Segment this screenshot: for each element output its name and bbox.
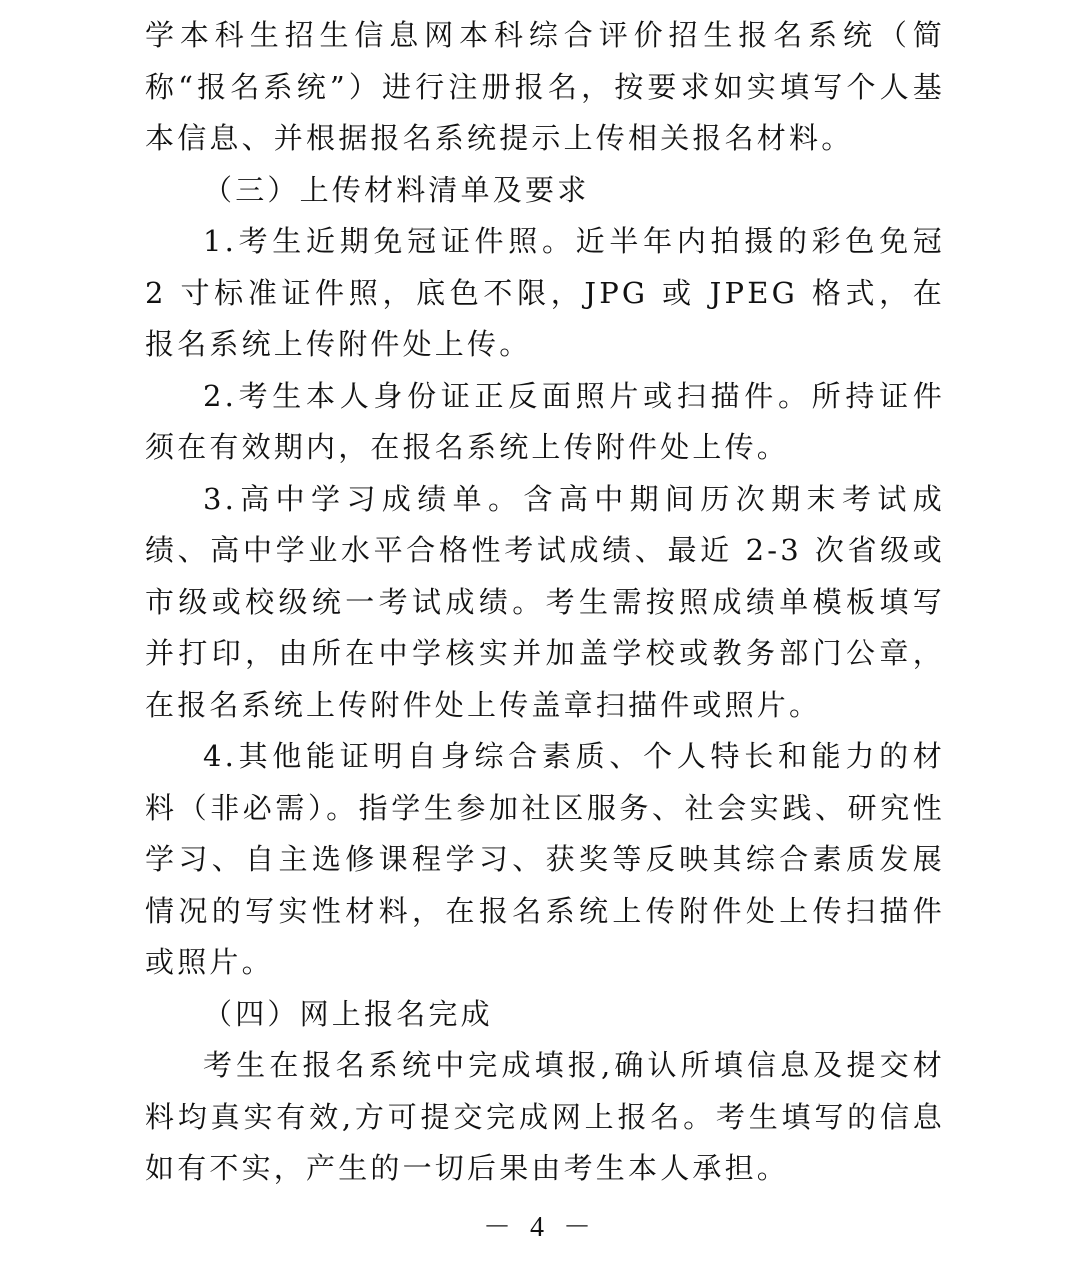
section-heading-registration-complete: （四）网上报名完成 [203,996,493,1031]
paragraph-item-4-other-materials: 4.其他能证明自身综合素质、个人特长和能力的材料（非必需）。指学生参加社区服务、社会实践、研究性学习、自主选修课程学习、获奖等反映其综合素质发展情况的写实性材料，在报名系统上传附件处上传扫描件或照片。 [145,739,945,979]
paragraph-registration-continued: 学本科生招生信息网本科综合评价招生报名系统（简称“报名系统”）进行注册报名，按要求如实填写个人基本信息、并根据报名系统提示上传相关报名材料。 [145,18,945,155]
document-body [145,10,945,1195]
page-number: － 4 － [482,1212,597,1243]
paragraph-item-3-transcript: 3.高中学习成绩单。含高中期间历次期末考试成绩、高中学业水平合格性考试成绩、最近 2-3 次省级或市级或校级统一考试成绩。考生需按照成绩单模板填写并打印，由所在中学核实并加盖学校或教务部门公章，在报名系统上传附件处上传盖章扫描件或照片。 [145,481,945,722]
paragraph-item-1-photo: 1.考生近期免冠证件照。近半年内拍摄的彩色免冠 2 寸标准证件照，底色不限，JPG 或 JPEG 格式，在报名系统上传附件处上传。 [145,224,945,361]
section-heading-upload-materials: （三）上传材料清单及要求 [203,172,590,207]
paragraph-item-2-id-card: 2.考生本人身份证正反面照片或扫描件。所持证件须在有效期内，在报名系统上传附件处上传。 [145,378,945,464]
paragraph-registration-complete: 考生在报名系统中完成填报,确认所填信息及提交材料均真实有效,方可提交完成网上报名。考生填写的信息如有不实，产生的一切后果由考生本人承担。 [145,1048,945,1185]
